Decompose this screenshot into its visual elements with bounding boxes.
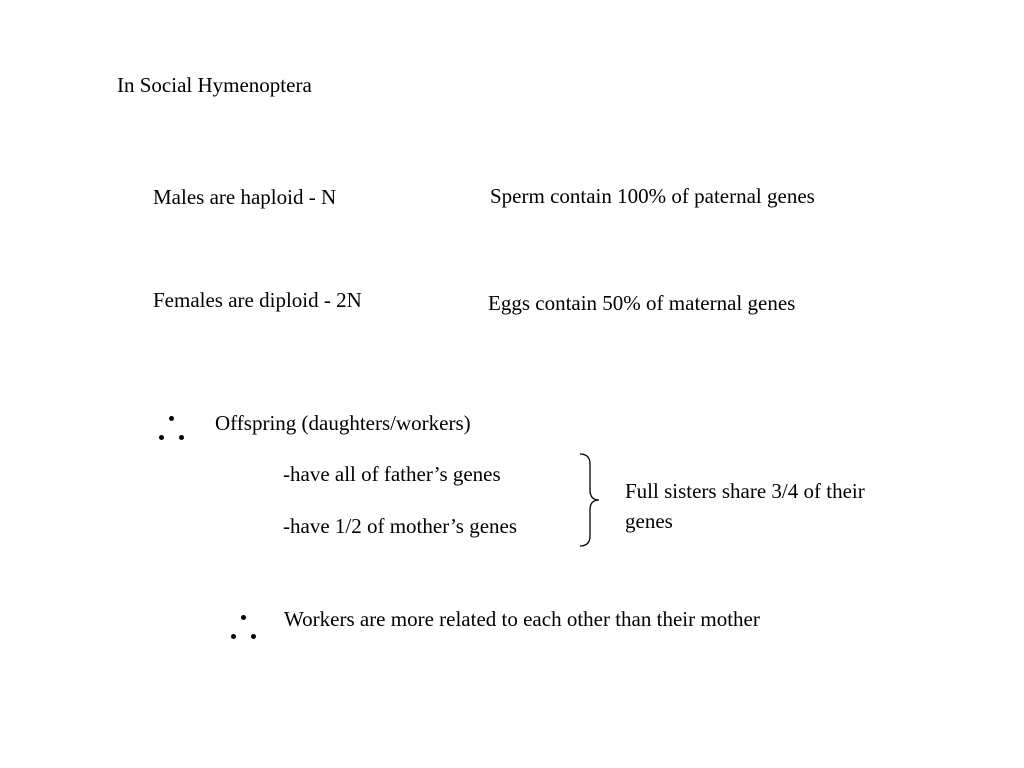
father-genes-text: -have all of father’s genes (283, 462, 501, 486)
males-haploid-text: Males are haploid - N (153, 185, 337, 209)
full-sisters-text: Full sisters share 3/4 of their genes (625, 479, 865, 533)
females-diploid-text: Females are diploid - 2N (153, 288, 362, 312)
therefore-icon (155, 413, 189, 447)
offspring-heading: Offspring (daughters/workers) (215, 411, 471, 435)
mother-genes-text: -have 1/2 of mother’s genes (283, 514, 518, 538)
conclusion-text: Workers are more related to each other than their mother (284, 607, 760, 631)
right-brace-icon (578, 452, 602, 548)
therefore-icon (228, 612, 262, 646)
sperm-genes-text: Sperm contain 100% of paternal genes (490, 184, 815, 208)
eggs-genes-text: Eggs contain 50% of maternal genes (488, 291, 796, 315)
slide-title: In Social Hymenoptera (117, 73, 312, 97)
